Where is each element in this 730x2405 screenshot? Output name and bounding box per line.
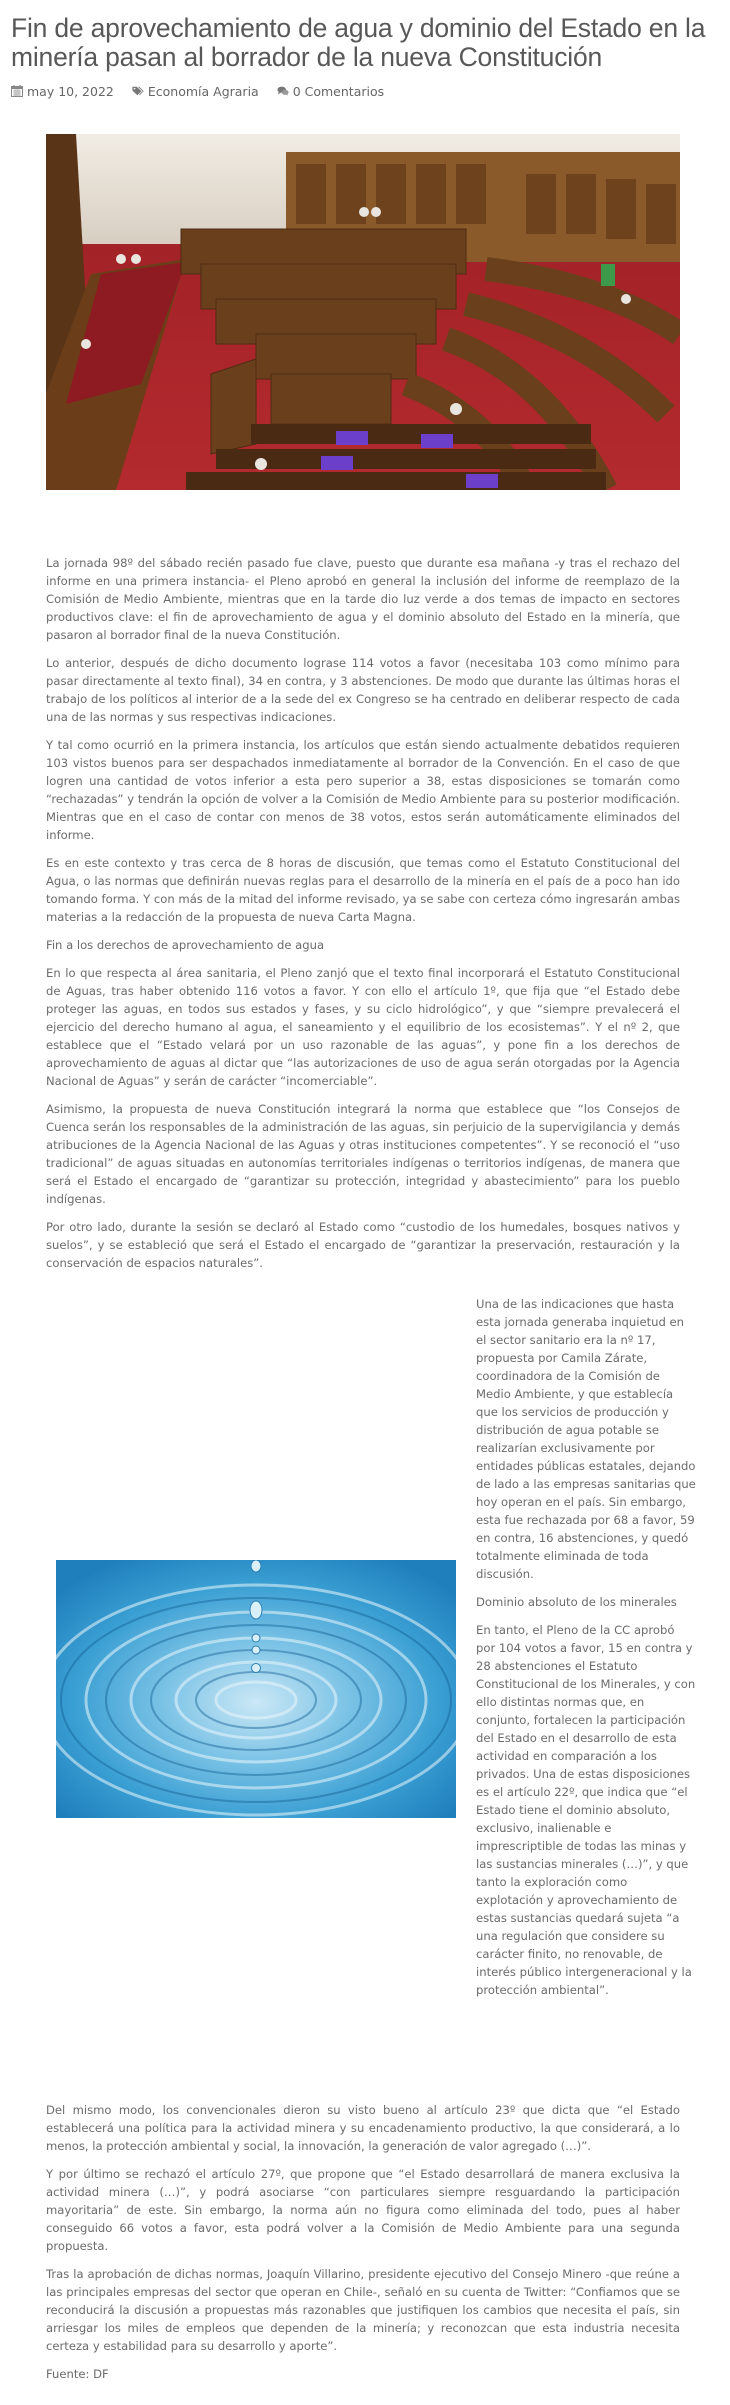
calendar-icon <box>11 85 23 97</box>
paragraph: Tras la aprobación de dichas normas, Joaquín Villarino, presidente ejecutivo del Consejo Minero -que reúne a las principales empresas del sector que operan en Chile-, señaló en su cuenta de Twitter: “Confiamos que se reconducirá la discusión a propuestas más razonables que justifiquen los cambios que necesita el país, sin arriesgar los miles de empleos que dependen de la minería; y reconozcan que esta industria necesita certeza y estabilidad para su desarrollo y aporte”. <box>46 2267 680 2353</box>
paragraph: Por otro lado, durante la sesión se declaró al Estado como “custodio de los humedales, bosques nativos y suelos”, y se estableció que será el Estado el encargado de “garantizar la preservación, restauración y la conservación de espacios naturales”. <box>46 1220 680 1270</box>
category-link[interactable]: Economía Agraria <box>147 83 259 99</box>
comments-icon <box>277 85 289 97</box>
paragraph: Asimismo, la propuesta de nueva Constitución integrará la norma que establece que “los Consejos de Cuenca serán los responsables de la administración de las aguas, sin perjuicio de la supervigilancia y demás atribuciones de la Agencia Nacional de las Aguas y otras instituciones competentes”. Y se reconoció el “uso tradicional” de aguas situadas en autonomías territoriales indígenas o territorios indígenas, de manera que será el Estado el encargado de “garantizar su protección, integridad y abastecimiento” para los pueblo indígenas. <box>46 1102 680 1206</box>
section-heading-minerals: Dominio absoluto de los minerales <box>476 1595 677 1609</box>
article-body-bottom <box>46 2101 680 2393</box>
article-body-top <box>46 554 680 1282</box>
article-meta <box>11 82 402 100</box>
paragraph: Y por último se rechazó el artículo 27º, que propone que “el Estado desarrollará de manera exclusiva la actividad minera (…)”, y podrá asociarse “con particulares siempre resguardando la participación mayoritaria” de este. Sin embargo, la norma aún no figura como eliminada del todo, pues al haber conseguido 66 votos a favor, esta podrá volver a la Comisión de Medio Ambiente para una segunda propuesta. <box>46 2167 680 2253</box>
paragraph: En lo que respecta al área sanitaria, el Pleno zanjó que el texto final incorporará el Estatuto Constitucional de Aguas, tras haber obtenido 116 votos a favor. Y con ello el artículo 1º, que fija que “el Estado debe proteger las aguas, en todos sus estados y fases, y su ciclo hidrológico”, y que “siempre prevalecerá el ejercicio del derecho humano al agua, el saneamiento y el equilibrio de los ecosistemas”. Y el nº 2, que establece que el “Estado velará por un uso razonable de las aguas”, y pone fin a los derechos de aprovechamiento de aguas al dictar que “las autorizaciones de uso de agua serán otorgadas por la Agencia Nacional de Aguas” y serán de carácter “incomerciable”. <box>46 966 680 1088</box>
source-credit: Fuente: DF <box>46 2367 109 2381</box>
tags-icon <box>132 85 144 97</box>
hero-image-convention-hall <box>46 134 680 490</box>
post-date-text: may 10, 2022 <box>27 83 114 99</box>
section-heading-water: Fin a los derechos de aprovechamiento de agua <box>46 938 325 952</box>
paragraph: Lo anterior, después de dicho documento lograse 114 votos a favor (necesitaba 103 como mínimo para pasar directamente al texto final), 34 en contra, y 3 abstenciones. De modo que durante las últimas horas el trabajo de los políticos al interior de a la sede del ex Congreso se ha centrado en deliberar respecto de cada una de las normas y sus respectivas indicaciones. <box>46 656 680 724</box>
article-title: Fin de aprovechamiento de agua y dominio del Estado en la minería pasan al borrador de la nueva Constitución <box>11 13 706 72</box>
article-side-column <box>476 1295 696 2009</box>
post-date <box>11 84 114 99</box>
paragraph: Una de las indicaciones que hasta esta jornada generaba inquietud en el sector sanitario era la nº 17, propuesta por Camila Zárate, coordinadora de la Comisión de Medio Ambiente, y que establecía que los servicios de producción y distribución de agua potable se realizarían exclusivamente por entidades públicas estatales, dejando de lado a las empresas sanitarias que hoy operan en el país. Sin embargo, esta fue rechazada por 68 a favor, 59 en contra, 16 abstenciones, y quedó totalmente eliminada de toda discusión. <box>476 1297 696 1581</box>
paragraph: Del mismo modo, los convencionales dieron su visto bueno al artículo 23º que dicta que “el Estado establecerá una política para la actividad minera y su encadenamiento productivo, la que considerará, a lo menos, la protección ambiental y social, la innovación, la generación de valor agregado (…)”. <box>46 2103 680 2153</box>
paragraph: Es en este contexto y tras cerca de 8 horas de discusión, que temas como el Estatuto Constitucional del Agua, o las normas que definirán nuevas reglas para el desarrollo de la minería en el país de a poco han ido tomando forma. Y con más de la mitad del informe revisado, ya se sabe con certeza cómo ingresarán ambas materias a la redacción de la propuesta de nueva Carta Magna. <box>46 856 680 924</box>
post-comments[interactable] <box>277 84 384 99</box>
comments-link[interactable]: 0 Comentarios <box>292 83 385 99</box>
paragraph: En tanto, el Pleno de la CC aprobó por 104 votos a favor, 15 en contra y 28 abstenciones el Estatuto Constitucional de los Minerales, y con ello distintas normas que, en conjunto, fortalecen la participación del Estado en el desarrollo de esta actividad en comparación a los privados. Una de estas disposiciones es el artículo 22º, que indica que “el Estado tiene el dominio absoluto, exclusivo, inalienable e imprescriptible de todas las minas y las sustancias minerales (…)”, y que tanto la exploración como explotación y aprovechamiento de estas sustancias quedará sujeta “a una regulación que considere su carácter finito, no renovable, de interés público intergeneracional y la protección ambiental”. <box>476 1623 696 1997</box>
post-category[interactable] <box>132 84 259 99</box>
paragraph: Y tal como ocurrió en la primera instancia, los artículos que están siendo actualmente debatidos requieren 103 vistos buenos para ser despachados inmediatamente al borrador de la Convención. En el caso de que logren una cantidad de votos inferior a esta pero superior a 38, estas disposiciones se tomarán como “rechazadas” y tendrán la opción de volver a la Comisión de Medio Ambiente para su posterior modificación. Mientras que en el caso de contar con menos de 38 votos, estos serán automáticamente eliminados del informe. <box>46 738 680 842</box>
paragraph: La jornada 98º del sábado recién pasado fue clave, puesto que durante esa mañana -y tras el rechazo del informe en una primera instancia- el Pleno aprobó en general la inclusión del informe de reemplazo de la Comisión de Medio Ambiente, mientras que en la tarde dio luz verde a dos temas de impacto en sectores productivos clave: el fin de aprovechamiento de agua y el dominio absoluto del Estado en la minería, que pasaron al borrador final de la nueva Constitución. <box>46 556 680 642</box>
water-drop-image <box>56 1560 456 1818</box>
